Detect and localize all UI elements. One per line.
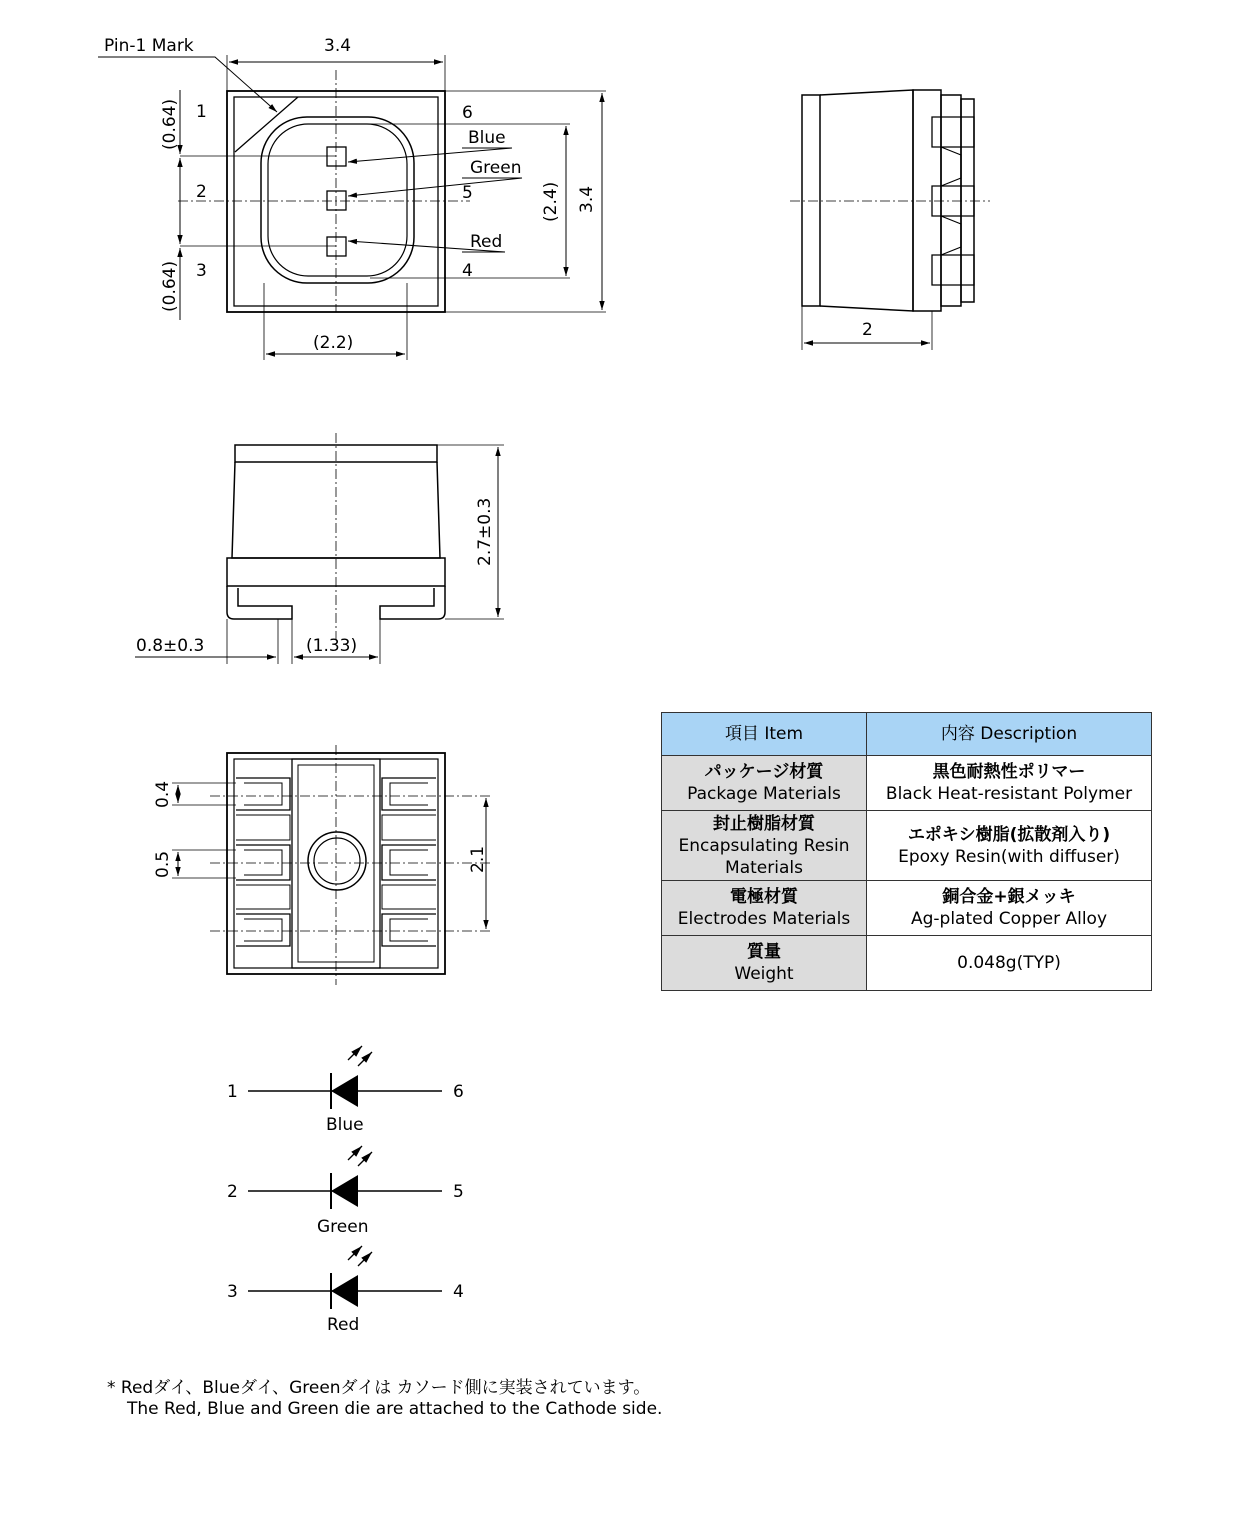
top-pin-1: 1 (196, 102, 207, 122)
schematic-red-label: Red (327, 1315, 360, 1335)
top-pin-4: 4 (462, 261, 473, 281)
top-pitch-dim-lower: (0.64) (160, 260, 180, 312)
schematic-blue-left-pin: 1 (227, 1082, 238, 1102)
bottom-view (172, 745, 490, 985)
row-item-en: Electrodes Materials (677, 909, 851, 929)
side-depth-dim: 2 (862, 320, 873, 340)
front-height-dim: 2.7±0.3 (475, 497, 495, 566)
table-row (662, 936, 1152, 991)
row-item-en: Weight (734, 964, 794, 984)
top-lens-width-dim: (2.2) (313, 333, 354, 353)
spec-table (661, 712, 1152, 991)
schematic-red-right-pin: 4 (453, 1282, 464, 1302)
front-lead-gap-dim: (1.33) (306, 636, 358, 656)
schematic-red (248, 1246, 442, 1309)
table-header-item: 項目 Item (662, 713, 867, 756)
row-desc-en: Epoxy Resin(with diffuser) (898, 846, 1120, 867)
top-height-dim: 3.4 (577, 185, 597, 213)
schematic-blue-label: Blue (326, 1115, 364, 1135)
footnote (107, 1378, 662, 1420)
row-item-jp: 封止樹脂材質 (713, 813, 815, 834)
row-desc-jp: 銅合金+銀メッキ (942, 887, 1076, 907)
table-header-desc: 内容 Description (867, 713, 1152, 756)
top-pitch-dim-upper: (0.64) (160, 98, 180, 150)
side-view (790, 90, 990, 350)
row-desc-jp: 黒色耐熱性ポリマー (932, 762, 1086, 782)
front-view (135, 433, 504, 664)
row-item-jp: パッケージ材質 (704, 762, 824, 782)
row-item-en: Package Materials (687, 784, 841, 804)
table-row (662, 811, 1152, 881)
top-pin-5: 5 (462, 183, 473, 203)
top-die-green-label: Green (470, 158, 522, 178)
footnote-en: The Red, Blue and Green die are attached to the Cathode side. (127, 1399, 663, 1419)
bottom-pitch-dim: 2.1 (468, 845, 488, 873)
schematic-green-label: Green (317, 1217, 369, 1237)
top-pin-3: 3 (196, 261, 207, 281)
schematic-blue-right-pin: 6 (453, 1082, 464, 1102)
row-desc-en: Ag-plated Copper Alloy (910, 909, 1108, 929)
pin1-mark-label: Pin-1 Mark (104, 36, 194, 56)
table-row (662, 881, 1152, 936)
schematic-green (248, 1146, 442, 1209)
schematic-blue (248, 1046, 442, 1109)
row-desc-en: Black Heat-resistant Polymer (885, 784, 1133, 804)
bottom-pad-dim-2: 0.5 (153, 850, 173, 878)
front-lead-dim: 0.8±0.3 (136, 636, 205, 656)
row-item-en: Encapsulating Resin Materials (678, 835, 850, 878)
schematic-green-left-pin: 2 (227, 1182, 238, 1202)
top-die-blue-label: Blue (468, 128, 506, 148)
schematic-green-right-pin: 5 (453, 1182, 464, 1202)
row-item-jp: 質量 (747, 942, 781, 962)
top-pin-6: 6 (462, 103, 473, 123)
table-header-row (662, 713, 1152, 756)
top-inner-height-dim: (2.4) (541, 181, 561, 222)
top-pin-2: 2 (196, 182, 207, 202)
bottom-pad-dim-1: 0.4 (153, 780, 173, 808)
top-width-dim: 3.4 (324, 36, 352, 56)
row-item-jp: 電極材質 (730, 887, 798, 907)
schematic-red-left-pin: 3 (227, 1282, 238, 1302)
row-desc-en: 0.048g(TYP) (957, 953, 1061, 973)
row-desc-jp: エポキシ樹脂(拡散剤入り) (907, 824, 1111, 845)
top-die-red-label: Red (470, 232, 503, 252)
footnote-jp: * Redダイ、Blueダイ、Greenダイは カソード側に実装されています。 (107, 1378, 651, 1398)
table-row (662, 756, 1152, 811)
